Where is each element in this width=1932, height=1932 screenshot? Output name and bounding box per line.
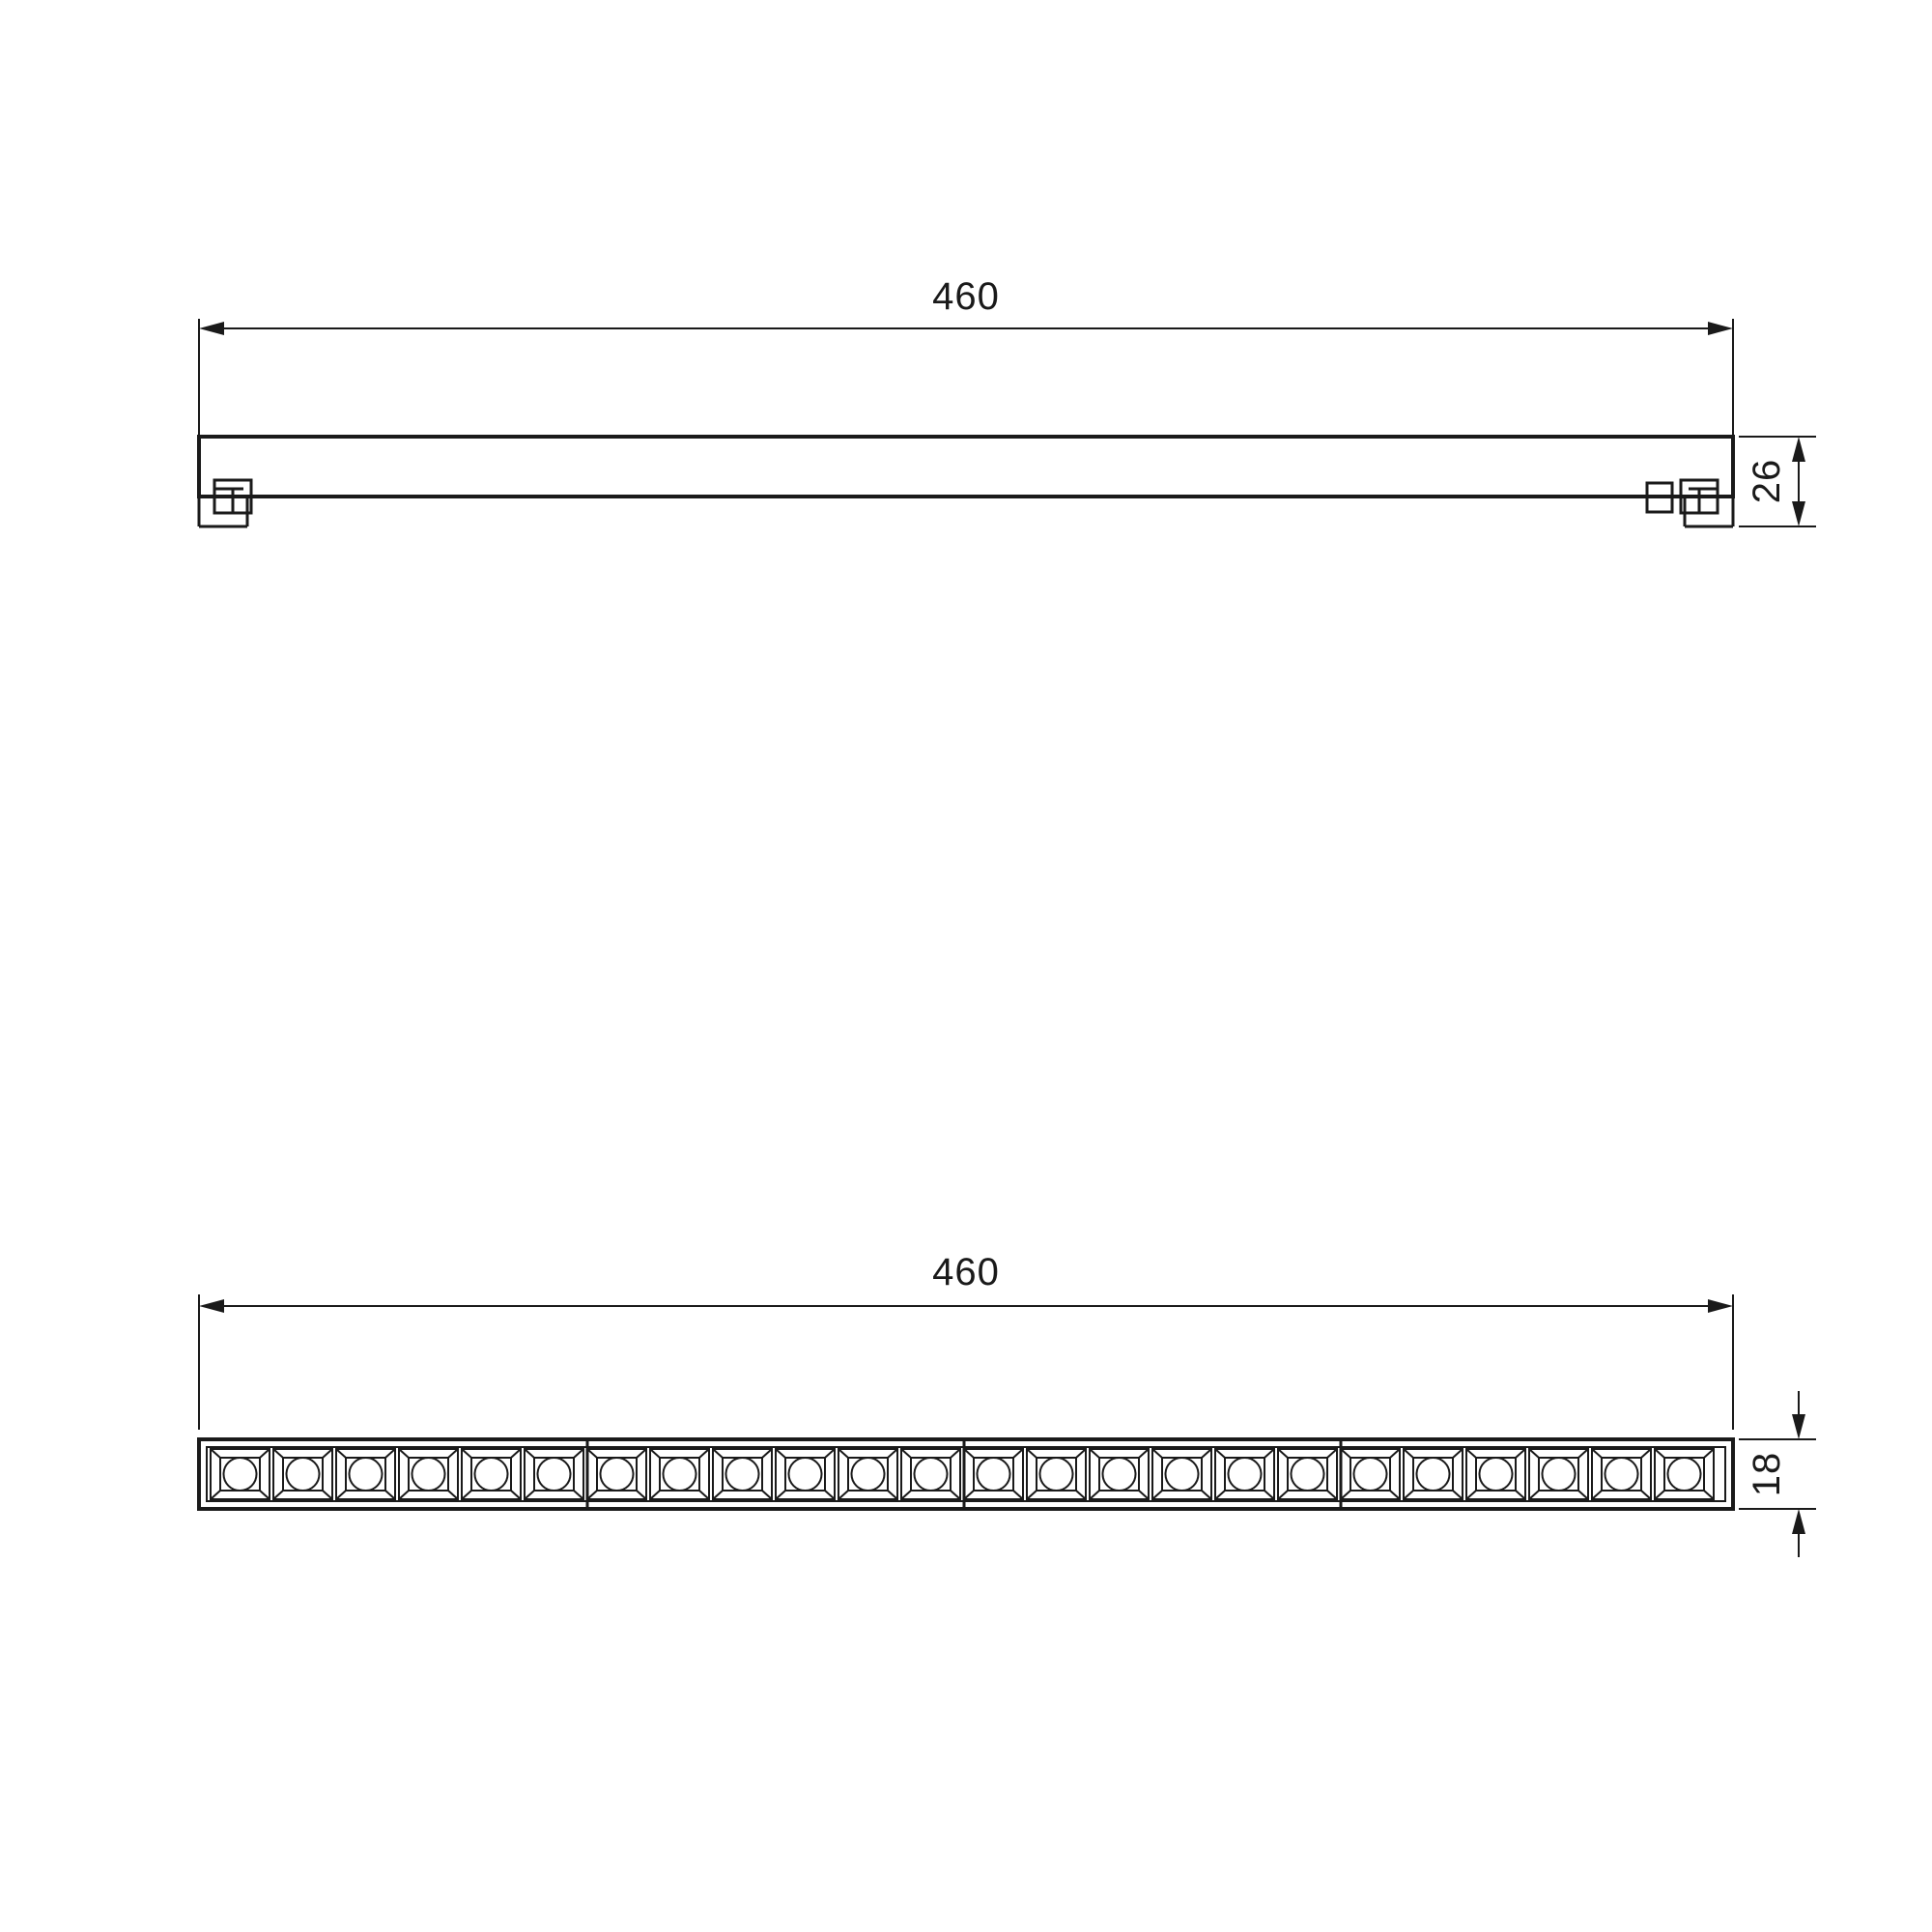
louver-cell xyxy=(462,1449,521,1499)
louver-cell xyxy=(525,1449,583,1499)
louver-cell xyxy=(211,1449,270,1499)
louver-cell xyxy=(713,1449,772,1499)
louver-cells xyxy=(211,1449,1714,1499)
louver-cell xyxy=(1529,1449,1588,1499)
louver-cell xyxy=(838,1449,897,1499)
louver-cell xyxy=(650,1449,709,1499)
louver-cell xyxy=(1090,1449,1149,1499)
louver-cell xyxy=(776,1449,835,1499)
louver-cell xyxy=(1027,1449,1086,1499)
arrow-down xyxy=(1792,501,1805,526)
arrow-down-bottom xyxy=(1792,1414,1805,1439)
louver-inner-frame xyxy=(207,1447,1725,1501)
louver-cell xyxy=(964,1449,1023,1499)
louver-cell xyxy=(1404,1449,1463,1499)
top-height-label: 26 xyxy=(1746,458,1788,504)
bottom-length-label: 460 xyxy=(932,1251,1000,1293)
arrow-left xyxy=(199,322,224,335)
louver-cell xyxy=(1215,1449,1274,1499)
top-length-label: 460 xyxy=(932,275,1000,318)
louver-cell xyxy=(273,1449,332,1499)
louver-cell xyxy=(336,1449,395,1499)
louver-cell xyxy=(1592,1449,1651,1499)
louver-cell xyxy=(1341,1449,1400,1499)
arrow-up-bottom xyxy=(1792,1509,1805,1534)
louver-cell xyxy=(1466,1449,1525,1499)
arrow-left-bottom xyxy=(199,1299,224,1313)
arrow-up xyxy=(1792,437,1805,462)
louver-cell xyxy=(399,1449,458,1499)
louver-cell xyxy=(1152,1449,1211,1499)
louver-cell xyxy=(587,1449,646,1499)
bottom-view xyxy=(199,1251,1816,1557)
side-elevation-view xyxy=(199,275,1816,526)
louver-cell xyxy=(901,1449,960,1499)
arrow-right xyxy=(1708,322,1733,335)
fixture-body-outline xyxy=(199,437,1733,497)
bottom-height-label: 18 xyxy=(1746,1451,1788,1497)
louver-cell xyxy=(1655,1449,1714,1499)
louver-cell xyxy=(1278,1449,1337,1499)
arrow-right-bottom xyxy=(1708,1299,1733,1313)
